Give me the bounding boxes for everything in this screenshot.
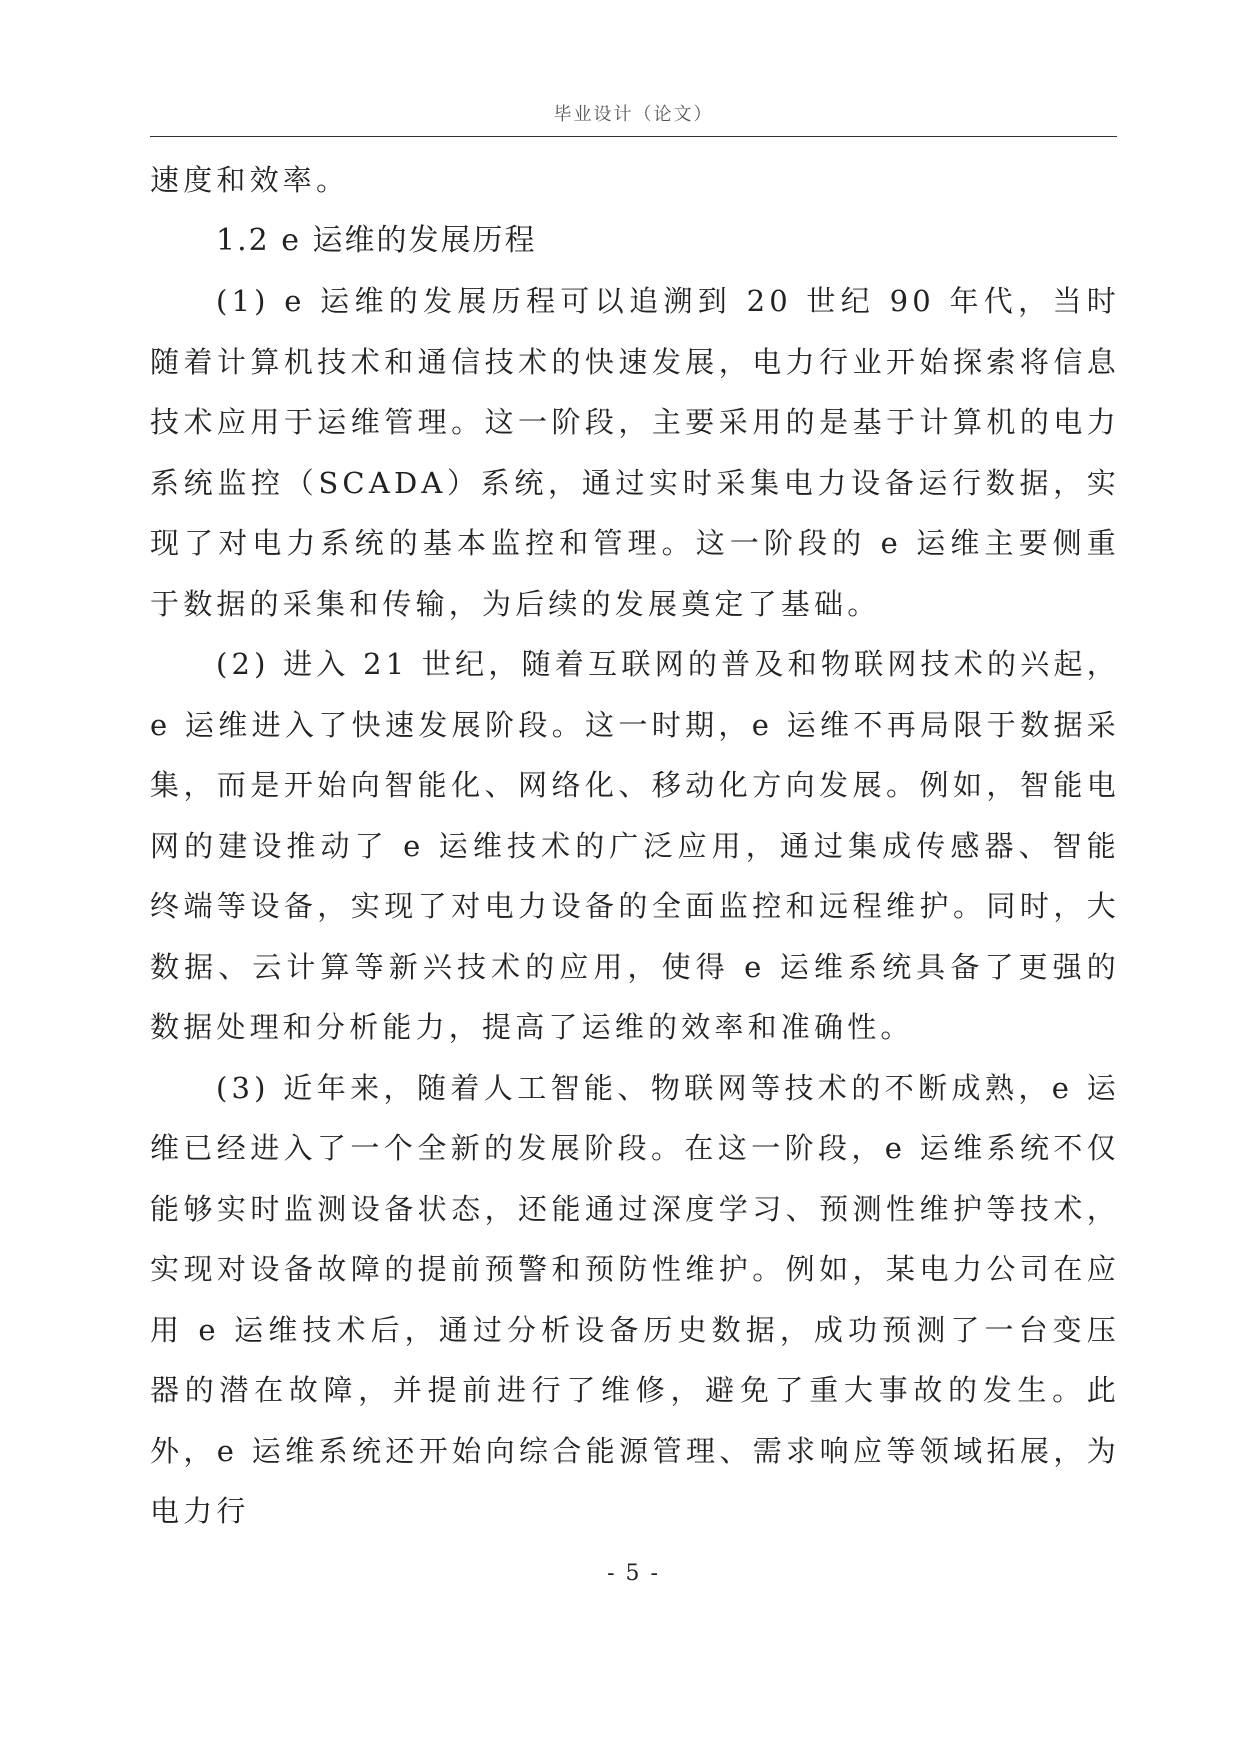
paragraph-1: (1) e 运维的发展历程可以追溯到 20 世纪 90 年代，当时随着计算机技术和通信技术的快速发展，电力行业开始探索将信息技术应用于运维管理。这一阶段，主要采用的是基于计算机的电力系统监控（SCADA）系统，通过实时采集电力设备运行数据，实现了对电力系统的基本监控和管理。这一阶段的 e 运维主要侧重于数据的采集和传输，为后续的发展奠定了基础。 [150, 284, 1120, 621]
continued-paragraph: 速度和效率。 [150, 163, 350, 197]
section-heading: 1.2 e 运维的发展历程 [216, 222, 537, 258]
header-divider [150, 136, 1117, 137]
running-header: 毕业设计（论文） [553, 104, 714, 125]
paragraph-2: (2) 进入 21 世纪，随着互联网的普及和物联网技术的兴起，e 运维进入了快速发展阶段。这一时期，e 运维不再局限于数据采集，而是开始向智能化、网络化、移动化方向发展。例如，智能电网的建设推动了 e 运维技术的广泛应用，通过集成传感器、智能终端等设备，实现了对电力设备的全面监控和远程维护。同时，大数据、云计算等新兴技术的应用，使得 e 运维系统具备了更强的数据处理和分析能力，提高了运维的效率和准确性。 [150, 647, 1120, 1044]
page-body [150, 150, 1120, 1542]
paragraph-3: (3) 近年来，随着人工智能、物联网等技术的不断成熟，e 运维已经进入了一个全新的发展阶段。在这一阶段，e 运维系统不仅能够实时监测设备状态，还能通过深度学习、预测性维护等技术，实现对设备故障的提前预警和预防性维护。例如，某电力公司在应用 e 运维技术后，通过分析设备历史数据，成功预测了一台变压器的潜在故障，并提前进行了维修，避免了重大事故的发生。此外，e 运维系统还开始向综合能源管理、需求响应等领域拓展，为电力行 [150, 1070, 1120, 1528]
page-number: - 5 - [607, 1561, 660, 1586]
